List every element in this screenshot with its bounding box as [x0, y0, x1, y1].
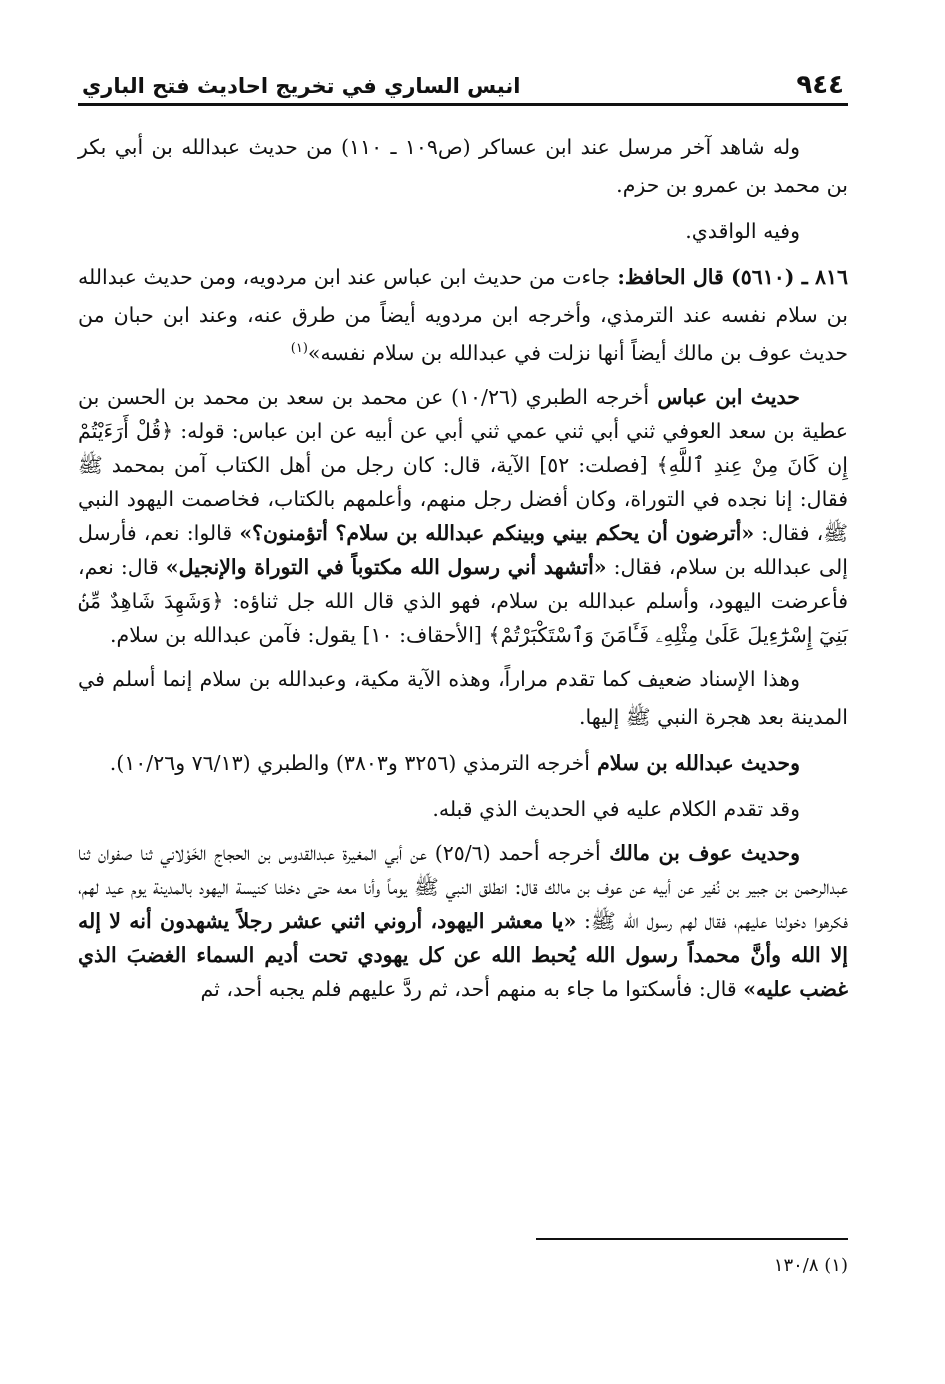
paragraph	[78, 660, 848, 736]
text-run: أخرجه الطبري (١٠/٢٦) عن محمد بن سعد بن محمد بن الحسن بن عطية بن سعد العوفي ثني أبي ثني عمي ثني أبي عن أبيه عن ابن عباس: قوله: ﴿قُلْ أَرَءَيْتُمْ إِن كَانَ مِنْ عِندِ ٱللَّهِ﴾ [فصلت: ٥٢] الآية، قال: كان رجل من أهل الكتاب آمن بمحمد ﷺ فقال: إنا نجده في التوراة، وكان أفضل رجل منهم، وأعلمهم بالكتاب، فخاصمت اليهود النبي ﷺ، فقال:	[78, 385, 848, 545]
text-run: وفيه الواقدي.	[685, 219, 800, 243]
paragraph	[78, 744, 848, 782]
paragraph	[78, 128, 848, 204]
bold-run: حديث ابن عباس	[649, 385, 800, 409]
text-run: قال: نعم، فأعرضت اليهود، وأسلم عبدالله بن سلام، فهو الذي قال الله جل ثناؤه: ﴿وَشَهِدَ شَاهِدٌ مِّنۢ بَنِيٓ إِسْرَٰٓءِيلَ عَلَىٰ مِثْلِهِۦ فَـَٔامَنَ وَٱسْتَكْبَرْتُمْ﴾ [الأحقاف: ١٠] يقول: فآمن عبدالله بن سلام.	[78, 555, 848, 647]
bold-run: «يا معشر اليهود، أروني اثني عشر رجلاً يشهدون أنه لا إله إلا الله وأنَّ محمداً رسول الله يُحبط الله عن كل يهودي تحت أديم السماء الغضبَ الذي غضب عليه»	[78, 909, 848, 1001]
text-run: جاءت من حديث ابن عباس عند ابن مردويه، ومن حديث عبدالله بن سلام نفسه عند الترمذي، وأخرجه ابن مردويه أيضاً من طرق عنه، وعند ابن حبان من حديث عوف بن مالك أيضاً أنها نزلت في عبدالله بن سلام نفسه»	[78, 265, 848, 365]
bold-run: «أتشهد أني رسول الله مكتوباً في التوراة والإنجيل»	[165, 555, 607, 579]
text-run: قال: فأسكتوا ما جاء به منهم أحد، ثم ردَّ عليهم فلم يجبه أحد، ثم	[200, 977, 744, 1001]
text-run: وقد تقدم الكلام عليه في الحديث الذي قبله.	[432, 797, 800, 821]
paragraph	[78, 790, 848, 828]
text-run: أخرجه الترمذي (٣٢٥٦ و٣٨٠٣) والطبري (٧٦/١٣ و١٠/٢٦).	[109, 751, 590, 775]
bold-run: وحديث عوف بن مالك	[600, 841, 800, 865]
main-text	[78, 128, 848, 1006]
entry-heading: ٨١٦ ـ (٥٦١٠) قال الحافظ:	[610, 265, 849, 289]
footnote-reference: (١)	[290, 341, 308, 357]
bold-run: «أترضون أن يحكم بيني وبينكم عبدالله بن سلام؟ أتؤمنون؟»	[239, 521, 755, 545]
page-number: ٩٤٤	[796, 70, 844, 100]
text-run: وهذا الإسناد ضعيف كما تقدم مراراً، وهذه الآية مكية، وعبدالله بن سلام إنما أسلم في المدينة بعد هجرة النبي ﷺ إليها.	[78, 667, 848, 729]
text-run: أخرجه أحمد (٢٥/٦) عن أبي المغيرة عبدالقدوس بن الحجاج الخَوْلاني ثنا صفوان ثنا عبدالرحمن بن جبير بن نُفير عن أبيه عن عوف بن مالك قال: انطلق النبي ﷺ يوماً وأنا معه حتى دخلنا كنيسة اليهود بالمدينة يوم عيد لهم، فكرهوا دخولنا عليهم، فقال لهم رسول الله ﷺ:	[78, 841, 848, 933]
hadith-entry	[78, 258, 848, 372]
text-run: وله شاهد آخر مرسل عند ابن عساكر (ص١٠٩ ـ ١١٠) من حديث عبدالله بن أبي بكر بن محمد بن عمرو بن حزم.	[78, 135, 848, 197]
document-page	[78, 66, 848, 1366]
footnote-divider	[536, 1238, 848, 1240]
book-title: انيس الساري في تخريج احاديث فتح الباري	[82, 74, 521, 98]
footnote: (١) ١٣٠/٨	[773, 1255, 848, 1276]
paragraph	[78, 380, 848, 652]
page-header	[78, 66, 848, 106]
bold-run: وحديث عبدالله بن سلام	[589, 751, 800, 775]
paragraph	[78, 212, 848, 250]
text-run: قالوا: نعم، فأرسل إلى عبدالله بن سلام، فقال:	[78, 521, 848, 579]
paragraph	[78, 836, 848, 1006]
